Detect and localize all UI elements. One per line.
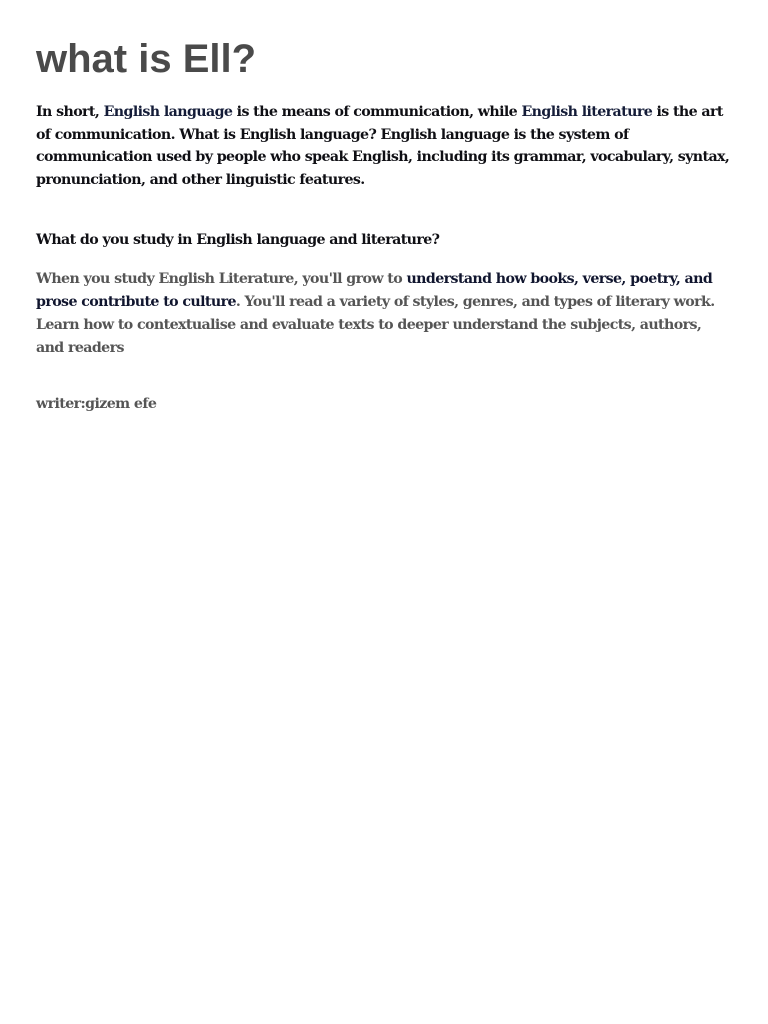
english-language-link[interactable]: English language [103, 104, 233, 120]
answer-paragraph [36, 268, 732, 360]
page-title: what is Ell? [36, 37, 257, 81]
answer-prefix: When you study English Literature, you'll grow to [36, 271, 407, 287]
question-heading: What do you study in English language and literature? [36, 232, 440, 248]
intro-paragraph [36, 101, 732, 191]
answer-highlight: understand how books, verse, poetry, and prose contribute to culture [36, 271, 713, 310]
intro-middle: is the means of communication, while [232, 104, 522, 120]
writer-credit: writer:gizem efe [36, 396, 157, 412]
english-literature-link[interactable]: English literature [521, 104, 653, 120]
intro-prefix: In short, [36, 104, 104, 120]
answer-rest: . You'll read a variety of styles, genres, and types of literary work. Learn how to contextualise and evaluate texts to deeper understand the subjects, authors, and readers [36, 294, 715, 356]
intro-rest: is the art of communication. What is English language? English language is the system of communication used by people who speak English, including its grammar, vocabulary, syntax, pronunciation, and other linguistic features. [36, 104, 730, 188]
